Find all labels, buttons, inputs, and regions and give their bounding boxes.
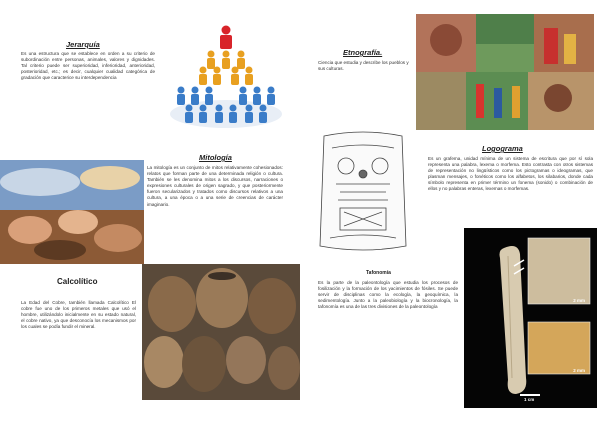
pottery-photo-image xyxy=(142,264,300,400)
mitologia-title: Mitología xyxy=(199,153,232,162)
logogram-glyph-drawing xyxy=(310,128,416,256)
jerarquia-text: Es una estructura que se establece en orden a su criterio de subordinación entre personas, animales, valores y dignidades. Tal criterio puede ser superioridad, inferioridad, anterioridad, posterioridad, etc.; es decir, cualquier cualidad categórica de gradación que caracterice su interdependencia xyxy=(21,51,155,81)
ethnography-collage-image xyxy=(416,14,594,130)
hierarchy-pyramid-image xyxy=(167,22,285,132)
scale-label-cm: 1 cm xyxy=(524,397,535,402)
tafonomia-title: Tafonomía xyxy=(366,270,391,276)
calcolitico-text: La Edad del Cobre, también llamada Calcolítico El cobre fue uno de los primeros metales que usó el hombre, utilizándolo inicialmente en su estado natural, el cobre nativo, ya que desconocía los mecanismos por los cuales se podía fundir el mineral. xyxy=(21,300,136,330)
calcolitico-title: Calcolítico xyxy=(57,277,98,286)
etnografia-title: Etnografía. xyxy=(343,48,383,57)
mythology-painting-image xyxy=(0,160,144,264)
scale-bar xyxy=(520,394,540,396)
logograma-title: Logograma xyxy=(482,144,523,153)
scale-label-bottom: 2 mm xyxy=(573,368,585,373)
tafonomia-text: Es la parte de la paleontología que estudia los procesos de fosilización y la formación de los yacimientos de fósiles. Se puede servir de disciplinas como la ecología, la geoquímica, la sedimentología. Junto a la paleobiología y la biocronología, la tafonomía es una de las tres divisiones de la paleontología xyxy=(318,280,458,310)
logograma-text: Es un grafema, unidad mínima de un sistema de escritura que por sí sola representa una palabra, lexema o morfema. Esto contrasta con otros sistemas de representación no lingüísticos como los pictogramas o ideogramas, que plasman mensajes, o fonéticos como los alfabetos, los silabarios, donde cada símbolo representa en primer término un fonema (sonido) o combinación de ellos y no palabras enteras, lexemas o morfemas. xyxy=(428,156,593,192)
fossil-bone-image xyxy=(464,228,597,408)
jerarquia-title: Jerarquía xyxy=(66,40,100,49)
etnografia-text: Ciencia que estudia y describe los pueblos y sus culturas. xyxy=(318,60,409,72)
mitologia-text: La mitología es un conjunto de mitos relativamente cohesionados: relatos que forman parte de una determinada religión o cultura. También se les denomina mitos a los discursos, narraciones o expresiones culturales de origen sagrado, y que posteriormente fueron secularizados y tratados como discursos relativos a una cultura, a una época o a una serie de creencias de carácter imaginario. xyxy=(147,165,283,207)
scale-label-top: 2 mm xyxy=(573,298,585,303)
